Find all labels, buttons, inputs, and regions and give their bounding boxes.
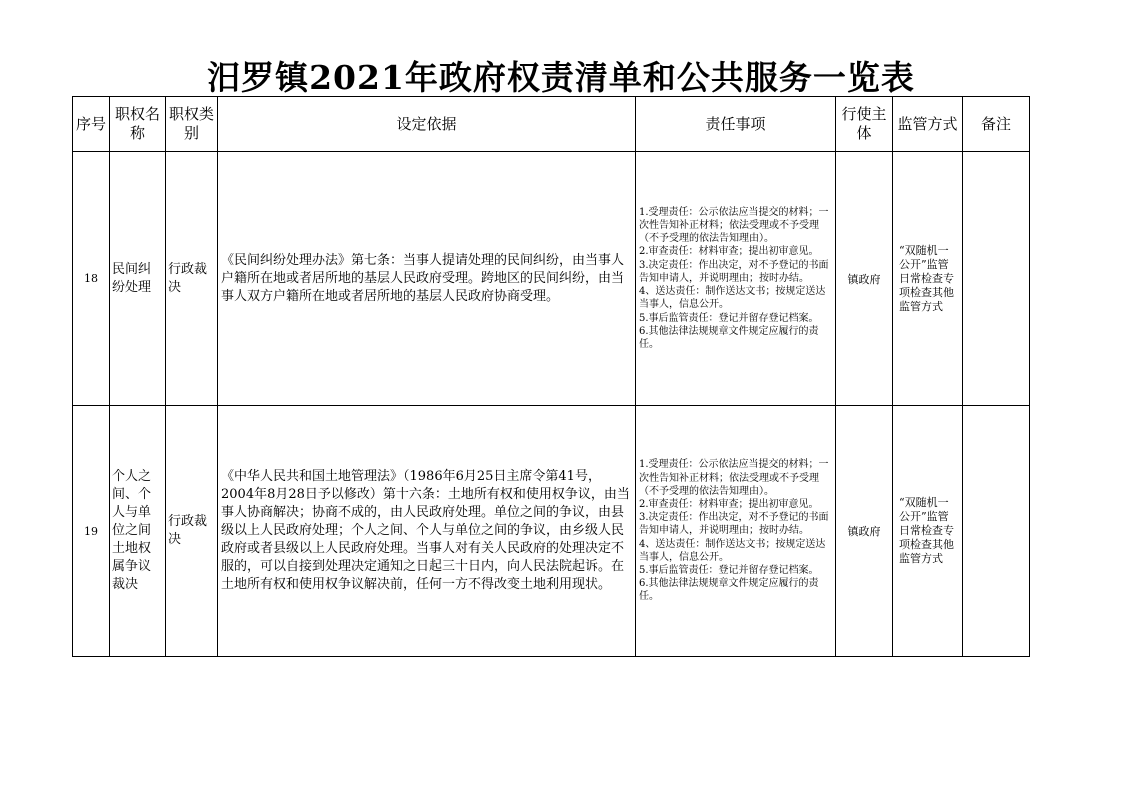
cell-type: 行政裁决 — [166, 406, 218, 657]
responsibility-item: 5.事后监管责任：登记并留存登记档案。 — [639, 312, 819, 324]
header-name: 职权名称 — [110, 97, 166, 152]
responsibility-item: 4、送达责任：制作送达文书；按规定送达当事人，信息公开。 — [639, 286, 826, 311]
table-header-row — [73, 97, 1030, 152]
cell-note — [963, 152, 1030, 406]
header-note: 备注 — [963, 97, 1030, 152]
cell-no: 19 — [73, 406, 110, 657]
responsibility-item: 1.受理责任：公示依法应当提交的材料；一次性告知补正材料；依法受理或不予受理（不予受理的依法告知理由）。 — [639, 206, 829, 245]
cell-subject: 镇政府 — [836, 406, 893, 657]
cell-responsibility — [636, 406, 836, 657]
cell-note — [963, 406, 1030, 657]
responsibility-item: 6.其他法律法规规章文件规定应履行的责任。 — [639, 578, 819, 603]
header-responsibility: 责任事项 — [636, 97, 836, 152]
responsibility-item: 6.其他法律法规规章文件规定应履行的责任。 — [639, 325, 819, 350]
cell-name: 个人之间、个人与单位之间土地权属争议裁决 — [110, 406, 166, 657]
header-type: 职权类别 — [166, 97, 218, 152]
header-no: 序号 — [73, 97, 110, 152]
responsibility-item: 4、送达责任：制作送达文书；按规定送达当事人，信息公开。 — [639, 538, 826, 563]
responsibility-item: 2.审查责任：材料审查；提出初审意见。 — [639, 498, 819, 510]
responsibility-item: 3.决定责任：作出决定，对不予登记的书面告知申请人，并说明理由；按时办结。 — [639, 512, 829, 537]
cell-supervision: “双随机一公开”监管日常检查专项检查其他监管方式 — [893, 406, 963, 657]
table-row — [73, 406, 1030, 657]
cell-responsibility — [636, 152, 836, 406]
table-row — [73, 152, 1030, 406]
responsibility-item: 5.事后监管责任：登记并留存登记档案。 — [639, 565, 819, 576]
page-title: 汨罗镇2021年政府权责清单和公共服务一览表 — [207, 58, 915, 97]
cell-basis: 《民间纠纷处理办法》第七条：当事人提请处理的民间纠纷，由当事人户籍所在地或者居所地的基层人民政府受理。跨地区的民间纠纷，由当事人双方户籍所在地或者居所地的基层人民政府协商受理。 — [218, 152, 636, 406]
cell-supervision: “双随机一公开”监管日常检查专项检查其他监管方式 — [893, 152, 963, 406]
cell-type: 行政裁决 — [166, 152, 218, 406]
cell-basis: 《中华人民共和国土地管理法》（1986年6月25日主席令第41号，2004年8月28日予以修改）第十六条：土地所有权和使用权争议，由当事人协商解决；协商不成的，由人民政府处理。单位之间的争议，由县级以上人民政府处理；个人之间、个人与单位之间的争议，由乡级人民政府或者县级以上人民政府处理。当事人对有关人民政府的处理决定不服的，可以自接到处理决定通知之日起三十日内，向人民法院起诉。在土地所有权和使用权争议解决前，任何一方不得改变土地利用现状。 — [218, 406, 636, 657]
header-supervision: 监管方式 — [893, 97, 963, 152]
responsibility-item: 1.受理责任：公示依法应当提交的材料；一次性告知补正材料；依法受理或不予受理（不予受理的依法告知理由）。 — [639, 459, 829, 497]
responsibility-item: 2.审查责任：材料审查；提出初审意见。 — [639, 246, 819, 258]
cell-name: 民间纠纷处理 — [110, 152, 166, 406]
cell-no: 18 — [73, 152, 110, 406]
responsibility-table — [72, 96, 1030, 657]
responsibility-item: 3.决定责任：作出决定，对不予登记的书面告知申请人，并说明理由；按时办结。 — [639, 259, 829, 284]
cell-subject: 镇政府 — [836, 152, 893, 406]
header-basis: 设定依据 — [218, 97, 636, 152]
header-subject: 行使主体 — [836, 97, 893, 152]
